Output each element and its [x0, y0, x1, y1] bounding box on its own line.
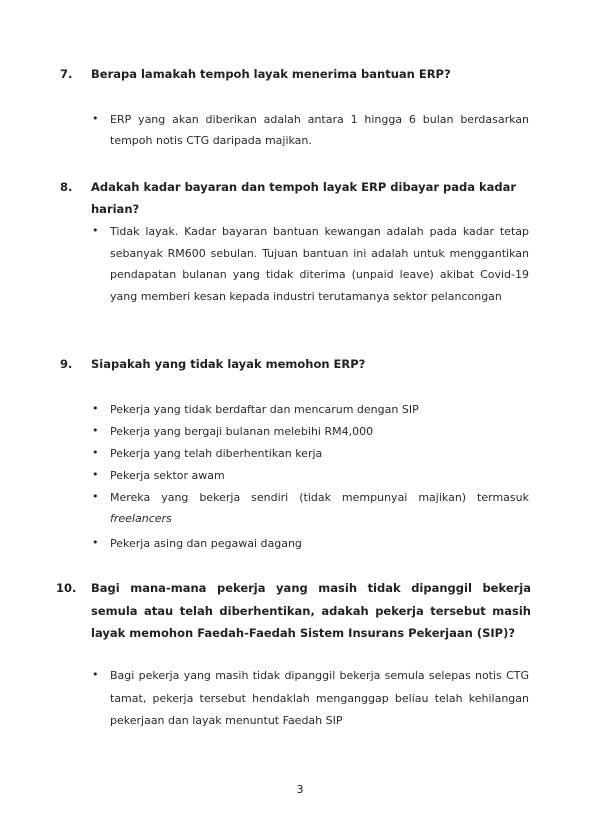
question-text: Berapa lamakah tempoh layak menerima bantuan ERP? [91, 67, 451, 81]
question-number: 7. [60, 67, 73, 81]
bullet-icon: • [92, 446, 99, 459]
answer-text: Pekerja yang bergaji bulanan melebihi RM4,000 [110, 425, 374, 438]
bullet-icon: • [92, 424, 99, 437]
bullet-icon: • [92, 112, 99, 125]
answer-text-italic: freelancers [110, 512, 172, 525]
answer-text: Pekerja yang telah diberhentikan kerja [110, 447, 323, 460]
answer-text: Tidak layak. Kadar bayaran bantuan kewangan adalah pada kadar tetap sebanyak RM600 sebulan. Tujuan bantuan ini adalah untuk menggantikan pendapatan bulanan yang tidak diterima (unpaid leave) akibat Covid-19 yang memberi kesan kepada industri terutamanya sektor pelancongan [110, 225, 529, 303]
answer-text: ERP yang akan diberikan adalah antara 1 hingga 6 bulan berdasarkan tempoh notis CTG daripada majikan. [110, 113, 529, 147]
bullet-icon: • [92, 468, 99, 481]
page-number: 3 [296, 783, 304, 796]
question-number: 8. [60, 180, 73, 194]
answer-text: Pekerja asing dan pegawai dagang [110, 537, 302, 550]
bullet-icon: • [92, 536, 99, 549]
question-text: Siapakah yang tidak layak memohon ERP? [91, 357, 366, 371]
answer-text-line: Mereka yang bekerja sendiri (tidak mempunyai majikan) termasuk [110, 491, 529, 504]
answer-text: Pekerja yang tidak berdaftar dan mencarum dengan SIP [110, 403, 419, 416]
answer-text [110, 487, 529, 508]
bullet-icon: • [92, 668, 99, 681]
question-text: Adakah kadar bayaran dan tempoh layak ERP dibayar pada kadar harian? [91, 180, 517, 216]
question-text: Bagi mana-mana pekerja yang masih tidak dipanggil bekerja semula atau telah diberhentikan, adakah pekerja tersebut masih layak memohon Faedah-Faedah Sistem Insurans Pekerjaan (SIP)? [91, 581, 531, 640]
bullet-icon: • [92, 224, 99, 237]
bullet-icon: • [92, 490, 99, 503]
bullet-icon: • [92, 402, 99, 415]
answer-text: Pekerja sektor awam [110, 469, 225, 482]
answer-text: Bagi pekerja yang masih tidak dipanggil bekerja semula selepas notis CTG tamat, pekerja tersebut hendaklah menganggap beliau telah kehilangan pekerjaan dan layak menuntut Faedah SIP [110, 669, 529, 727]
question-number: 10. [56, 581, 77, 595]
question-number: 9. [60, 357, 73, 371]
